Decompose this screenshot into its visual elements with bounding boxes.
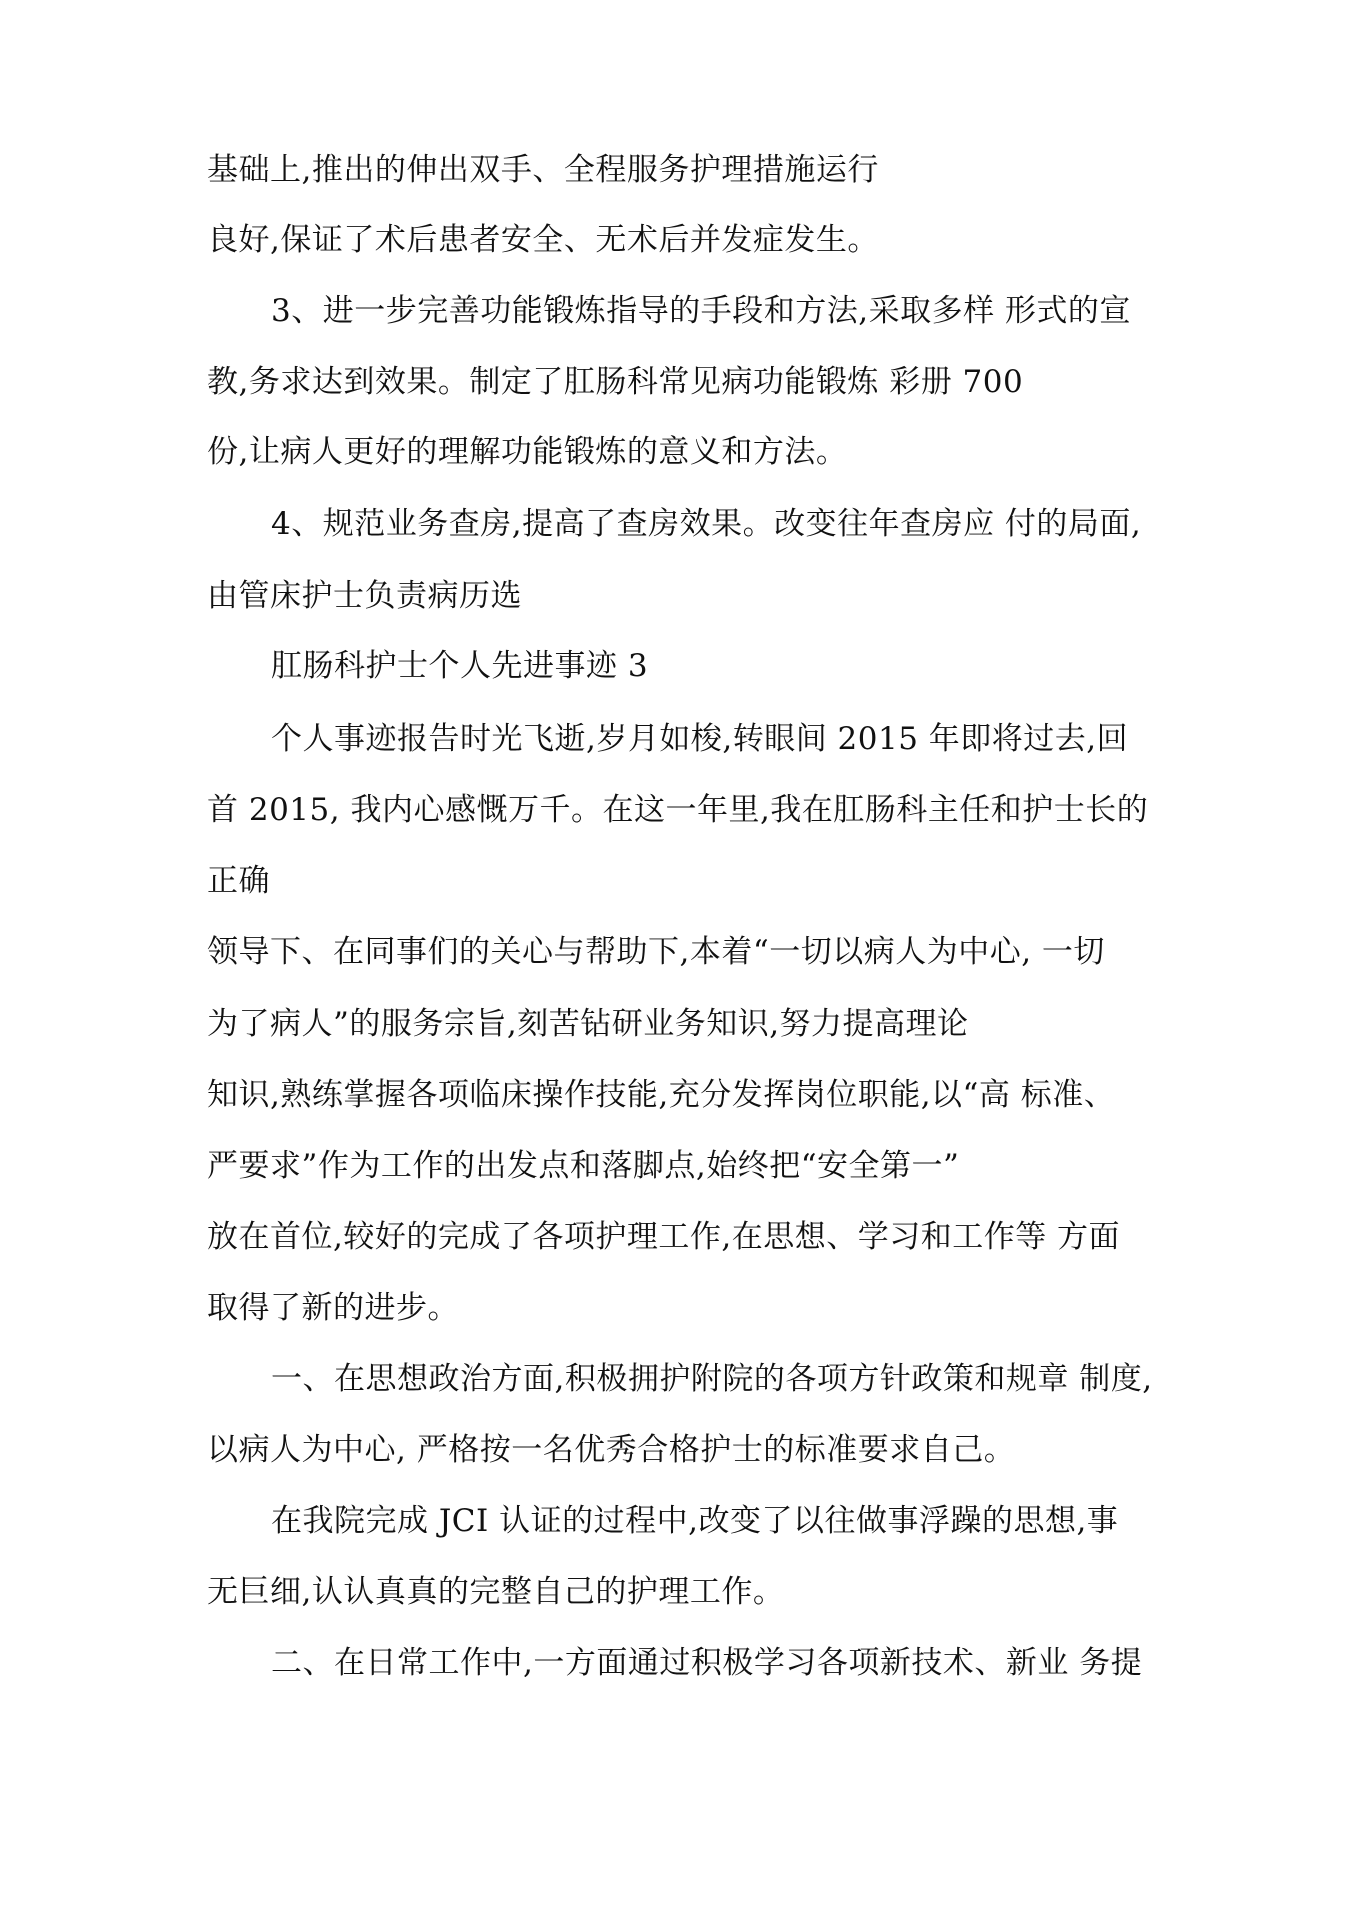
text-line: 放在首位,较好的完成了各项护理工作,在思想、学习和工作等 方面: [207, 1219, 1121, 1255]
text-line: 无巨细,认认真真的完整自己的护理工作。: [207, 1574, 785, 1610]
section-heading: 肛肠科护士个人先进事迹 3: [271, 648, 649, 684]
text-line: 取得了新的进步。: [207, 1290, 459, 1326]
text-line: 严要求”作为工作的出发点和落脚点,始终把“安全第一”: [207, 1148, 960, 1184]
text-line: 领导下、在同事们的关心与帮助下,本着“一切以病人为中心, 一切: [207, 934, 1105, 970]
text-line: 基础上,推出的伸出双手、全程服务护理措施运行: [207, 152, 879, 188]
text-line: 知识,熟练掌握各项临床操作技能,充分发挥岗位职能,以“高 标准、: [207, 1077, 1116, 1113]
text-line: 在我院完成 JCI 认证的过程中,改变了以往做事浮躁的思想,事: [271, 1503, 1119, 1539]
text-line: 教,务求达到效果。制定了肛肠科常见病功能锻炼 彩册 700: [207, 364, 1024, 400]
text-line: 3、进一步完善功能锻炼指导的手段和方法,采取多样 形式的宣: [271, 293, 1131, 329]
text-line: 个人事迹报告时光飞逝,岁月如梭,转眼间 2015 年即将过去,回: [271, 721, 1129, 757]
text-line: 一、在思想政治方面,积极拥护附院的各项方针政策和规章 制度,: [271, 1361, 1153, 1397]
text-line: 4、规范业务查房,提高了查房效果。改变往年查房应 付的局面,: [271, 506, 1142, 542]
text-line: 首 2015, 我内心感慨万千。在这一年里,我在肛肠科主任和护士长的: [207, 792, 1149, 828]
text-line: 为了病人”的服务宗旨,刻苦钻研业务知识,努力提高理论: [207, 1006, 969, 1042]
text-line: 正确: [207, 863, 270, 899]
text-line: 以病人为中心, 严格按一名优秀合格护士的标准要求自己。: [207, 1432, 1016, 1468]
text-line: 二、在日常工作中,一方面通过积极学习各项新技术、新业 务提: [271, 1645, 1143, 1681]
text-line: 份,让病人更好的理解功能锻炼的意义和方法。: [207, 434, 848, 470]
text-line: 由管床护士负责病历选: [207, 578, 522, 614]
text-line: 良好,保证了术后患者安全、无术后并发症发生。: [207, 222, 879, 258]
